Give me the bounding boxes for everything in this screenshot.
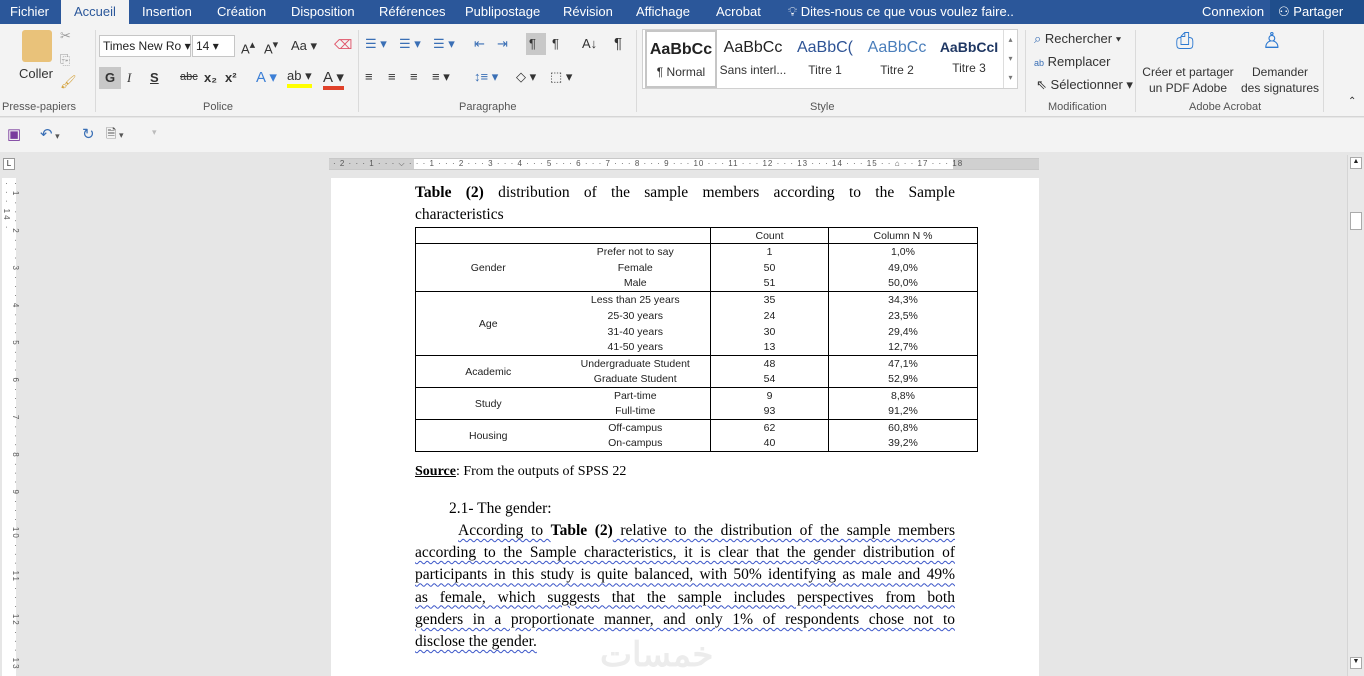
text-effects-icon[interactable]: A ▾	[256, 69, 277, 86]
customize-qat-icon[interactable]: ▾	[152, 127, 157, 137]
count-cell: 48	[711, 356, 829, 372]
replace-button[interactable]: ab Remplacer	[1034, 54, 1111, 69]
tab-references[interactable]: Références	[379, 4, 446, 19]
redo-icon[interactable]: ↻	[82, 126, 95, 143]
header-count: Count	[711, 228, 829, 244]
percent-cell: 49,0%	[829, 260, 978, 276]
change-case-button[interactable]: Aa ▾	[291, 38, 318, 53]
table-caption-line2: characteristics	[415, 206, 504, 223]
header-percent: Column N %	[829, 228, 978, 244]
table-row	[416, 356, 978, 372]
font-size-select[interactable]: 14 ▾	[192, 35, 235, 57]
align-left-icon[interactable]: ≡	[365, 69, 373, 84]
category-cell: Part-time	[561, 388, 711, 404]
editing-group-label: Modification	[1048, 101, 1107, 113]
style-no-spacing[interactable]: AaBbCc Sans interl...	[719, 39, 787, 77]
group-label: Age	[416, 292, 561, 356]
ribbon-tabs	[0, 0, 1364, 24]
highlight-icon[interactable]: ab ▾	[287, 68, 312, 88]
person-add-icon: ⚇	[1278, 4, 1290, 19]
group-label: Gender	[416, 244, 561, 292]
table-row	[416, 388, 978, 404]
cursor-icon: ⇖	[1036, 77, 1047, 92]
count-cell: 51	[711, 276, 829, 292]
style-normal[interactable]: AaBbCc ¶ Normal	[645, 30, 717, 88]
percent-cell: 29,4%	[829, 324, 978, 340]
show-marks-icon[interactable]: ¶	[614, 35, 623, 52]
numbering-icon[interactable]: ☰ ▾	[399, 36, 421, 51]
table-row	[416, 292, 978, 308]
percent-cell: 50,0%	[829, 276, 978, 292]
underline-button[interactable]: S	[150, 70, 159, 85]
tab-creation[interactable]: Création	[217, 4, 267, 19]
style-group-label: Style	[810, 101, 835, 113]
paragraph-line: according to the Sample characteristics, it is clear that the gender distribution of	[415, 544, 955, 562]
paragraph-group-label: Paragraphe	[459, 101, 517, 113]
align-center-icon[interactable]: ≡	[388, 69, 396, 84]
paragraph-line: as female, which suggests that the sample includes perspectives from both	[415, 588, 955, 606]
tab-fichier[interactable]: Fichier	[10, 4, 50, 19]
percent-cell: 1,0%	[829, 244, 978, 260]
vertical-ruler[interactable]: · 1 · · · 2 · · · 3 · · · 4 · · · 5 · · · 6 · · · 7 · · · 8 · · · 9 · · · 10 · · · 11 · · · 12 · · · 13 · · · 14 ·	[2, 178, 16, 676]
acrobat-group-label: Adobe Acrobat	[1189, 101, 1262, 113]
table-source: Source: From the outputs of SPSS 22	[415, 464, 627, 479]
share-button[interactable]	[1270, 0, 1364, 24]
horizontal-ruler[interactable]: · 2 · · · 1 · · · ⌵ · · · 1 · · · 2 · · · 3 · · · 4 · · · 5 · · · 6 · · · 7 · · · 8 · · · 9 · · · 10 · · · 11 · · · 12 · · · 13 · · · 14 · · · 15 · · ⌂ · · 17 · · · 18	[329, 158, 1039, 170]
decrease-indent-icon[interactable]: ⇤	[474, 36, 485, 51]
superscript-icon[interactable]: x²	[225, 70, 237, 85]
create-pdf-icon: ⎙	[1176, 28, 1194, 53]
category-cell: Off-campus	[561, 420, 711, 436]
share-label: Partager	[1293, 4, 1344, 19]
signin-link[interactable]: Connexion	[1202, 4, 1265, 19]
count-cell: 40	[711, 436, 829, 452]
category-cell: Prefer not to say	[561, 244, 711, 260]
category-cell: Undergraduate Student	[561, 356, 711, 372]
justify-icon[interactable]: ≡ ▾	[432, 69, 450, 84]
count-cell: 9	[711, 388, 829, 404]
category-cell: Female	[617, 261, 653, 274]
font-group-label: Police	[203, 101, 233, 113]
tab-accueil[interactable]: Accueil	[61, 0, 129, 24]
count-cell: 13	[711, 340, 829, 356]
spelling-icon[interactable]: 🗎︎ ▾	[106, 126, 124, 141]
clipboard-group-label: Presse-papiers	[2, 101, 76, 113]
create-pdf-button[interactable]: Créer et partager un PDF Adobe	[1142, 65, 1234, 95]
paste-icon[interactable]	[22, 30, 52, 62]
tab-publipostage[interactable]: Publipostage	[465, 4, 541, 19]
category-cell: Male	[561, 276, 711, 292]
bold-button[interactable]: G	[99, 67, 121, 89]
subscript-icon[interactable]: x₂	[204, 70, 218, 85]
table-row	[416, 244, 978, 260]
percent-cell: 91,2%	[829, 404, 978, 420]
percent-cell: 52,9%	[829, 372, 978, 388]
count-cell: 35	[711, 292, 829, 308]
tab-selector-icon[interactable]: L	[3, 158, 15, 170]
count-cell: 24	[711, 308, 829, 324]
watermark-logo: خمسات	[600, 636, 714, 674]
styles-gallery	[642, 29, 1018, 89]
percent-cell: 60,8%	[829, 420, 978, 436]
paragraph-line: According to Table (2) relative to the distribution of the sample members	[458, 522, 955, 539]
percent-cell: 34,3%	[829, 292, 978, 308]
italic-button[interactable]: I	[127, 70, 132, 85]
select-button[interactable]: ⇖ Sélectionner ▾	[1036, 77, 1133, 92]
grow-font-icon[interactable]: A▴	[241, 39, 256, 57]
group-label: Housing	[416, 420, 561, 452]
data-table	[415, 227, 978, 452]
search-icon: ⌕	[1034, 31, 1042, 46]
style-heading-3[interactable]: AaBbCcI Titre 3	[939, 39, 999, 75]
group-label: Study	[416, 388, 561, 420]
percent-cell: 12,7%	[829, 340, 978, 356]
category-cell: On-campus	[561, 436, 711, 452]
undo-icon[interactable]: ↶ ▾	[40, 126, 60, 143]
count-cell: 30	[711, 324, 829, 340]
lightbulb-icon: 💡︎	[788, 4, 798, 19]
rtl-icon[interactable]: ¶	[552, 36, 559, 51]
copy-icon[interactable]: ⎘	[60, 52, 71, 67]
quick-access-toolbar	[0, 118, 1364, 152]
tell-me-search[interactable]	[788, 4, 1014, 20]
find-button[interactable]: ⌕ Rechercher ▾	[1034, 31, 1122, 46]
tab-revision[interactable]: Révision	[563, 4, 613, 19]
section-heading: 2.1- The gender:	[449, 500, 552, 517]
font-color-icon[interactable]: A ▾	[323, 68, 344, 90]
tab-insertion[interactable]: Insertion	[142, 4, 192, 19]
line-spacing-icon[interactable]: ↕≡ ▾	[474, 69, 499, 84]
category-cell: 41-50 years	[561, 340, 711, 356]
table-caption: Table (2) distribution of the sample members according to the Sample	[415, 184, 955, 201]
sort-icon[interactable]: A↓	[582, 36, 598, 51]
cut-icon[interactable]: ✂	[60, 28, 71, 43]
save-icon[interactable]: ▣	[7, 126, 22, 143]
paragraph-line: participants in this study is quite balanced, with 50% identifying as male and 49%	[415, 566, 955, 584]
percent-cell: 8,8%	[829, 388, 978, 404]
ribbon	[0, 24, 1364, 117]
multilevel-list-icon[interactable]: ☰ ▾	[433, 36, 455, 51]
shading-icon[interactable]: ◇ ▾	[516, 69, 537, 84]
align-right-icon[interactable]: ≡	[410, 69, 418, 84]
tab-disposition[interactable]: Disposition	[291, 4, 355, 19]
count-cell: 62	[711, 420, 829, 436]
count-cell: 93	[711, 404, 829, 420]
paste-button[interactable]: Coller	[19, 66, 53, 81]
scroll-thumb[interactable]	[1350, 212, 1362, 230]
count-cell: 50	[711, 260, 829, 276]
bullets-icon[interactable]: ☰ ▾	[365, 36, 387, 51]
style-heading-2[interactable]: AaBbCc Titre 2	[867, 39, 927, 77]
category-cell: Less than 25 years	[561, 292, 711, 308]
font-name-select[interactable]: Times New Ro ▾	[99, 35, 191, 57]
table-header-row	[416, 228, 978, 244]
replace-icon: ab	[1034, 58, 1045, 68]
group-label: Academic	[416, 356, 561, 388]
tab-acrobat[interactable]: Acrobat	[716, 4, 761, 19]
scroll-up-icon[interactable]: ▲	[1350, 157, 1362, 169]
format-painter-icon[interactable]: 🖌︎	[60, 74, 77, 89]
collapse-ribbon-icon[interactable]: ⌃	[1348, 96, 1357, 107]
borders-icon[interactable]: ⬚ ▾	[550, 69, 573, 84]
category-cell: 25-30 years	[607, 309, 663, 322]
signature-icon: ♙	[1262, 28, 1282, 53]
ltr-icon[interactable]: ¶	[526, 33, 546, 55]
tab-affichage[interactable]: Affichage	[636, 4, 690, 19]
styles-scroll[interactable]: ▴ ▾ ▾	[1003, 30, 1017, 88]
request-signatures-button[interactable]: Demander des signatures	[1240, 65, 1320, 95]
percent-cell: 47,1%	[829, 356, 978, 372]
shrink-font-icon[interactable]: A▾	[264, 39, 279, 57]
count-cell: 54	[711, 372, 829, 388]
paragraph-line: genders in a proportionate manner, and only 1% of respondents chose not to	[415, 610, 955, 628]
strikethrough-button[interactable]: abc	[180, 71, 198, 83]
percent-cell: 23,5%	[829, 308, 978, 324]
table-row	[416, 420, 978, 436]
increase-indent-icon[interactable]: ⇥	[497, 36, 508, 51]
category-cell: Graduate Student	[561, 372, 711, 388]
vertical-scrollbar[interactable]	[1347, 155, 1364, 676]
category-cell: Full-time	[561, 404, 711, 420]
scroll-down-icon[interactable]: ▼	[1350, 657, 1362, 669]
paragraph-line: disclose the gender.	[415, 633, 537, 650]
tell-me-text: Dites-nous ce que vous voulez faire..	[800, 4, 1014, 19]
style-heading-1[interactable]: AaBbC( Titre 1	[796, 39, 854, 77]
category-cell: 31-40 years	[607, 325, 663, 338]
count-cell: 1	[711, 244, 829, 260]
percent-cell: 39,2%	[829, 436, 978, 452]
clear-format-icon[interactable]: ⌫	[334, 37, 353, 52]
